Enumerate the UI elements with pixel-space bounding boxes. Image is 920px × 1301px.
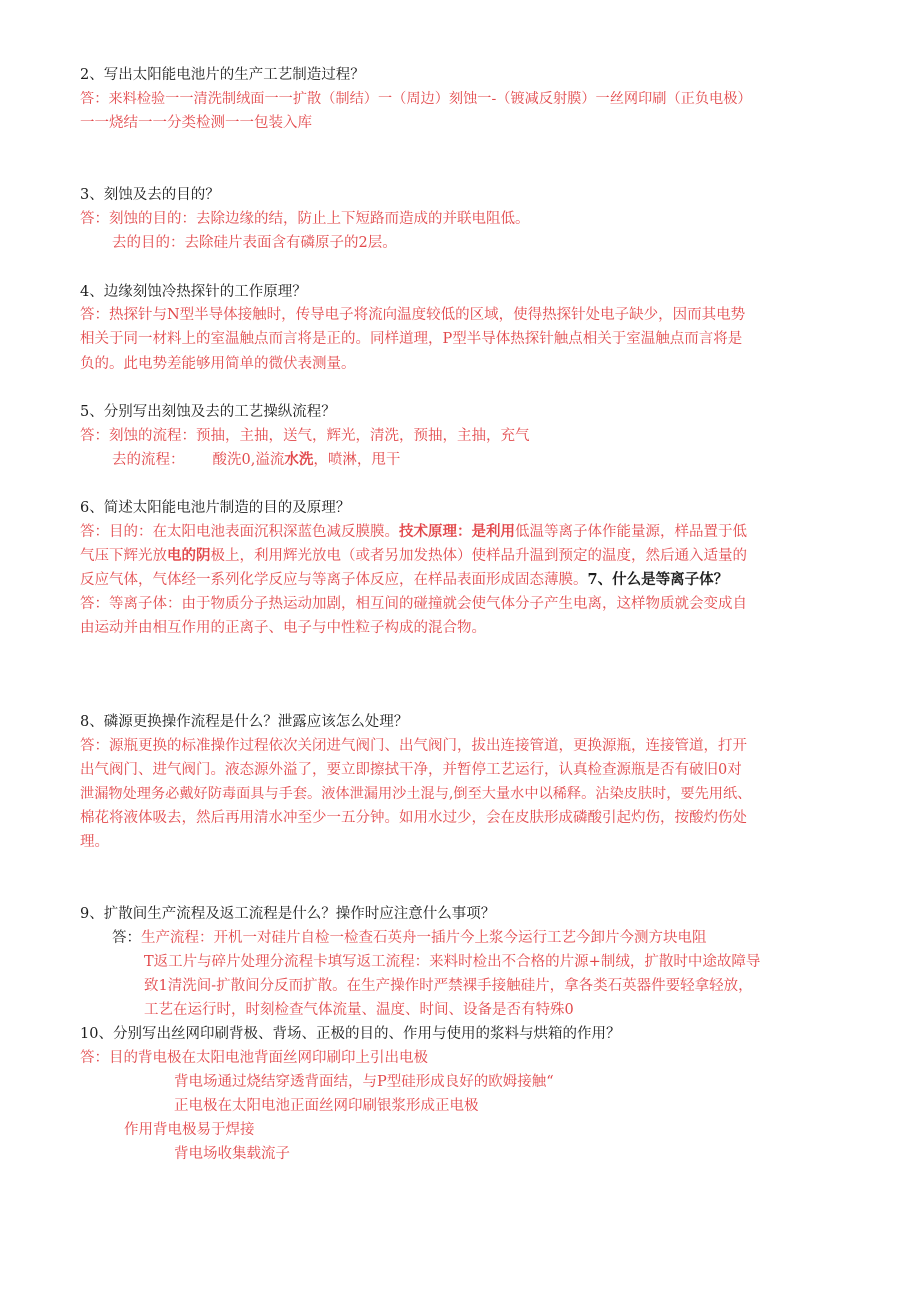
answer-5-step-acid: 酸洗0,溢流 [212, 452, 285, 468]
answer-10-line-2: 背电场通过烧结穿透背面结，与P型硅形成良好的欧姆接触“ [174, 1074, 554, 1090]
answer-6-line-2-part-3: 极上，利用辉光放电（或者另加发热体）使样品升温到预定的温度，然后通入适量的 [210, 548, 747, 564]
answer-6-line-3-text: 反应气体，气体经一系列化学反应与等离子体反应，在样品表面形成固态薄膜。 [80, 572, 588, 588]
answer-4-line-1: 答：热探针与N型半导体接触时，传导电子将流向温度较低的区域，使得热探针处电子缺少，因而其电势 [80, 307, 746, 323]
answer-7-line-2: 由运动并由相互作用的正离子、电子与中性粒子构成的混合物。 [80, 620, 486, 636]
question-6: 6、简述太阳能电池片制造的目的及原理？ [80, 500, 351, 516]
answer-6-principle-text: 低温等离子体作能量源，样品置于低 [515, 524, 747, 540]
answer-2-line-2: 一一烧结一一分类检测一一包装入库 [80, 115, 312, 131]
answer-4-line-2: 相关于同一材料上的室温触点而言将是正的。同样道理，P型半导体热探针触点相关于室温触点而言将是 [80, 331, 743, 347]
question-2: 2、写出太阳能电池片的生产工艺制造过程？ [80, 67, 365, 83]
answer-6-principle-label: 技术原理：是利用 [399, 523, 515, 540]
answer-6-purpose: 答：目的：在太阳电池表面沉积深蓝色减反膜膜。 [80, 524, 399, 540]
question-3: 3、刻蚀及去的目的？ [80, 187, 220, 203]
answer-3-line-2: 去的目的：去除硅片表面含有磷原子的2层。 [112, 235, 397, 251]
question-8: 8、磷源更换操作流程是什么？泄露应该怎么处理？ [80, 714, 409, 730]
answer-2-line-1: 答：来料检验一一清洗制绒面一一扩散（制结）一（周边）刻蚀一-（镀减反射膜）一丝网印刷（正负电极） [80, 91, 752, 107]
answer-6-line-3 [80, 569, 728, 591]
answer-8-line-3: 泄漏物处理务必戴好防毒面具与手套。液体泄漏用沙土混与,倒至大量水中以稀释。沾染皮肤时，要先用纸、 [80, 786, 752, 802]
question-4: 4、边缘刻蚀冷热探针的工作原理？ [80, 284, 307, 300]
answer-5-step-rinse: 水洗 [284, 451, 314, 468]
answer-9-prefix: 答： [112, 930, 141, 946]
answer-6-line-1 [80, 521, 747, 543]
answer-9-line-1 [112, 927, 707, 949]
answer-8-line-1: 答：源瓶更换的标准操作过程依次关闭进气阀门、出气阀门，拔出连接管道，更换源瓶，连接管道，打开 [80, 738, 747, 754]
question-5: 5、分别写出刻蚀及去的工艺操纵流程？ [80, 404, 336, 420]
answer-7-line-1: 答：等离子体：由于物质分子热运动加剧，相互间的碰撞就会使气体分子产生电离，这样物质就会变成自 [80, 596, 747, 612]
answer-9-line-3: 致1清洗间-扩散间分反而扩散。在生产操作时严禁裸手接触硅片，拿各类石英器件要轻拿轻放， [144, 978, 753, 994]
answer-5-line-2 [112, 449, 400, 471]
answer-6-line-2-part-2: 电的阴 [167, 547, 211, 564]
answer-5-step-rest: ，喷淋，甩干 [313, 452, 401, 468]
question-9: 9、扩散间生产流程及返工流程是什么？操作时应注意什么事项？ [80, 906, 496, 922]
answer-8-line-2: 出气阀门、进气阀门。液态源外溢了，要立即擦拭干净，并暂停工艺运行，认真检查源瓶是否有破旧0对 [80, 762, 742, 778]
answer-10-line-1: 答：目的背电极在太阳电池背面丝网印刷印上引出电极 [80, 1050, 428, 1066]
answer-5-line-1: 答：刻蚀的流程：预抽，主抽，送气，辉光，清洗，预抽，主抽，充气 [80, 428, 530, 444]
answer-10-line-4: 作用背电极易于焊接 [124, 1122, 255, 1138]
question-10: 10、分别写出丝网印刷背极、背场、正极的目的、作用与使用的浆料与烘箱的作用？ [80, 1026, 621, 1042]
answer-9-flow: 生产流程：开机一对硅片自检一检查石英舟一插片今上浆今运行工艺今卸片今测方块电阻 [141, 930, 707, 946]
answer-9-line-2: T返工片与碎片处理分流程卡填写返工流程：来料时检出不合格的片源+制绒，扩散时中途故障导 [144, 954, 761, 970]
answer-3-line-1: 答：刻蚀的目的：去除边缘的结，防止上下短路而造成的并联电阻低。 [80, 211, 530, 227]
answer-5-label: 去的流程： [112, 452, 185, 468]
question-7: 7、什么是等离子体？ [587, 571, 729, 588]
answer-10-line-3: 正电极在太阳电池正面丝网印刷银浆形成正电极 [174, 1098, 479, 1114]
answer-8-line-5: 理。 [80, 834, 109, 850]
answer-9-line-4: 工艺在运行时，时刻检查气体流量、温度、时间、设备是否有特殊0 [144, 1002, 574, 1018]
answer-4-line-3: 负的。此电势差能够用简单的微伏表测量。 [80, 356, 356, 372]
answer-8-line-4: 棉花将液体吸去，然后再用清水冲至少一五分钟。如用水过少，会在皮肤形成磷酸引起灼伤，按酸灼伤处 [80, 810, 747, 826]
answer-6-line-2 [80, 545, 747, 567]
answer-6-line-2-part-1: 气压下辉光放 [80, 548, 167, 564]
answer-10-line-5: 背电场收集载流子 [174, 1146, 290, 1162]
